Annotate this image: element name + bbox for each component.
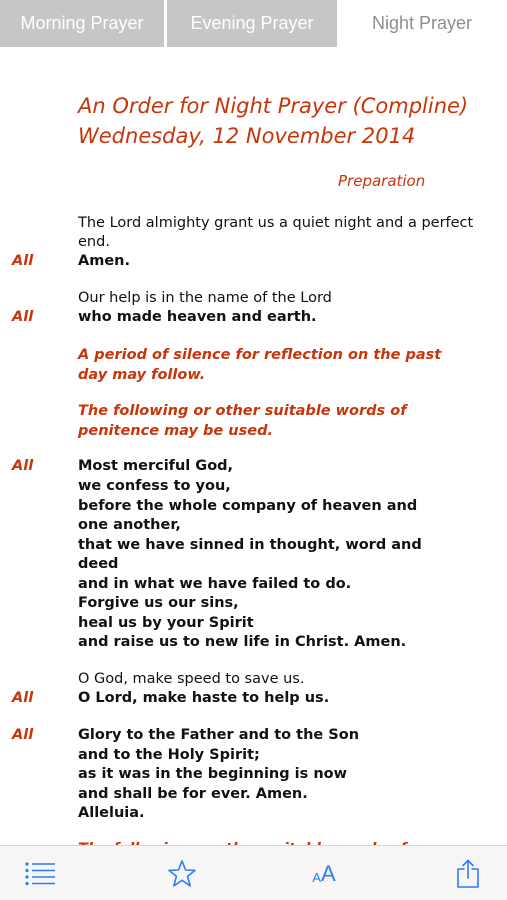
confession-line: Most merciful God,	[78, 458, 234, 474]
gloria-line: Glory to the Father and to the Son	[78, 727, 360, 743]
text-size-button[interactable]	[306, 856, 342, 892]
confession-line: deed	[78, 556, 119, 572]
rubric-text: day may follow.	[78, 367, 206, 383]
confession-line: heal us by your Spirit	[78, 615, 254, 631]
versicle-text: The Lord almighty grant us a quiet night and a perfect	[78, 215, 474, 231]
versicle-text: Our help is in the name of the Lord	[78, 290, 332, 306]
all-label: All	[12, 690, 34, 706]
prayer-content[interactable]	[0, 47, 507, 845]
share-button[interactable]	[450, 856, 486, 892]
prayer-tabs	[0, 0, 507, 47]
tab-night-prayer[interactable]: Night Prayer	[337, 0, 507, 47]
all-label: All	[12, 727, 34, 743]
favorite-button[interactable]	[164, 856, 200, 892]
response-text: who made heaven and earth.	[78, 309, 317, 325]
rubric-text: A period of silence for reflection on the past	[78, 347, 442, 363]
text-size-small-a: A	[312, 869, 321, 885]
confession-line: Forgive us our sins,	[78, 595, 239, 611]
confession-line: we confess to you,	[78, 478, 231, 494]
gloria-line: and shall be for ever. Amen.	[78, 786, 308, 802]
page-title	[78, 91, 468, 151]
all-label: All	[12, 253, 34, 269]
list-icon	[24, 861, 56, 887]
rubric-text: penitence may be used.	[78, 423, 273, 439]
versicle-text-cont: end.	[78, 234, 110, 250]
all-label: All	[12, 458, 34, 474]
gloria-line: as it was in the beginning is now	[78, 766, 348, 782]
tab-morning-prayer[interactable]: Morning Prayer	[0, 0, 167, 47]
title-line-1: An Order for Night Prayer (Compline)	[78, 94, 469, 118]
confession-line: and raise us to new life in Christ. Amen.	[78, 634, 407, 650]
response-text: O Lord, make haste to help us.	[78, 690, 330, 706]
share-icon	[456, 859, 480, 889]
versicle-text: O God, make speed to save us.	[78, 671, 305, 687]
bottom-toolbar	[0, 845, 507, 900]
text-size-large-a: A	[320, 861, 336, 886]
confession-line: one another,	[78, 517, 181, 533]
all-label: All	[12, 309, 34, 325]
section-heading: Preparation	[338, 172, 426, 190]
confession-line: before the whole company of heaven and	[78, 498, 418, 514]
confession-line: and in what we have failed to do.	[78, 576, 352, 592]
gloria-line: Alleluia.	[78, 805, 145, 821]
title-line-2: Wednesday, 12 November 2014	[78, 124, 416, 148]
response-text: Amen.	[78, 253, 130, 269]
contents-button[interactable]	[22, 856, 58, 892]
tab-evening-prayer[interactable]: Evening Prayer	[167, 0, 337, 47]
star-icon	[167, 859, 197, 889]
gloria-line: and to the Holy Spirit;	[78, 747, 260, 763]
rubric-text: The following or other suitable words of	[78, 403, 407, 419]
confession-line: that we have sinned in thought, word and	[78, 537, 422, 553]
